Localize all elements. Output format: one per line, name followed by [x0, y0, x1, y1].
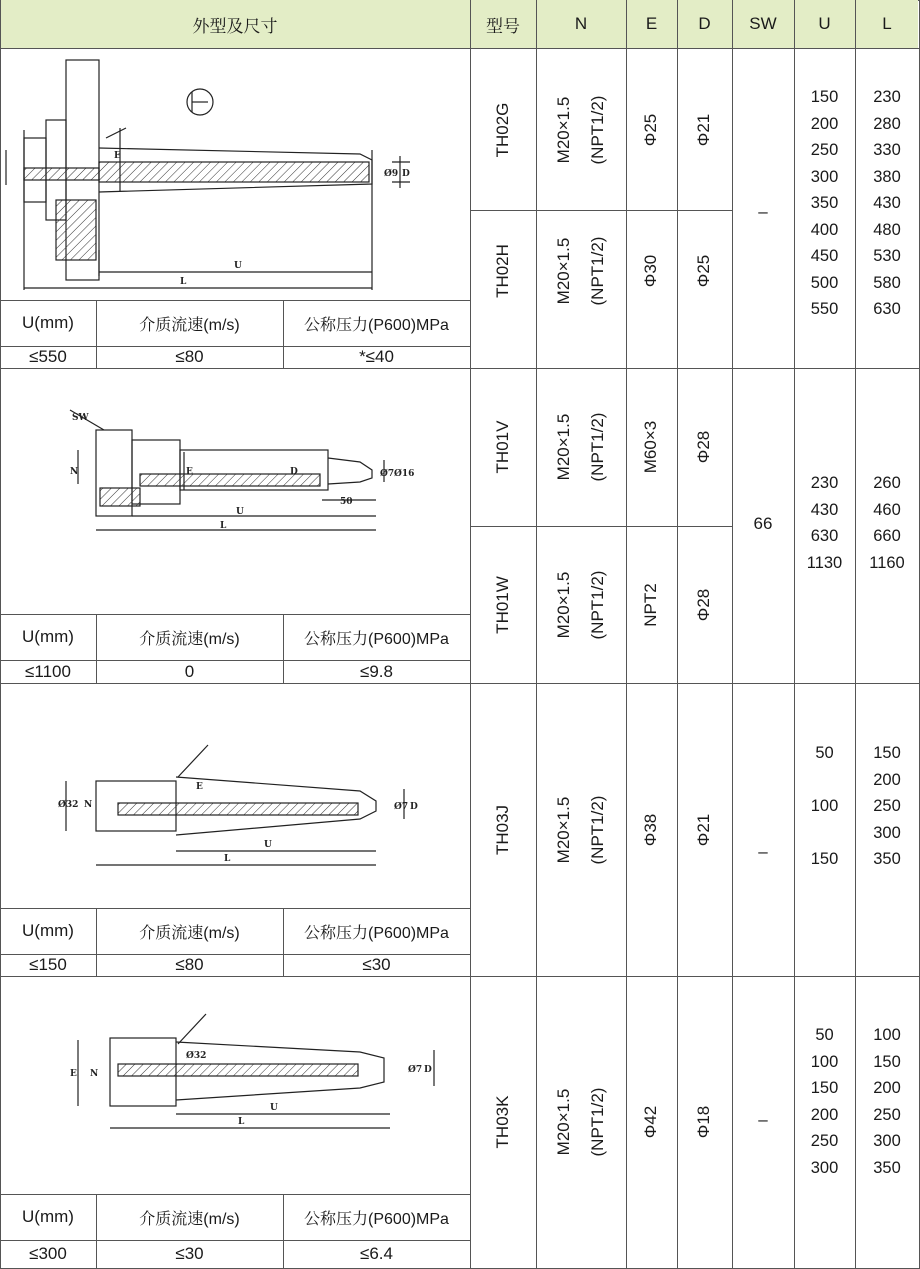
- l-value: 350: [873, 1158, 901, 1177]
- u-value: 50: [815, 1026, 834, 1044]
- e-value: NPT2: [641, 583, 660, 627]
- d-value: Φ21: [694, 113, 713, 147]
- e-value: Φ38: [641, 813, 660, 847]
- u-value: 230: [810, 474, 839, 492]
- l-value: 260: [873, 474, 901, 492]
- u-values: [794, 470, 855, 576]
- spec-value-flow: 0: [184, 661, 195, 681]
- l-values: [855, 740, 919, 873]
- u-value: 150: [810, 850, 839, 868]
- thread-spec: M20×1.5 (NPT1/2): [554, 795, 607, 865]
- drawing-label-d: D: [410, 802, 418, 812]
- spec-label-pressure: 公称压力(P600)MPa: [304, 630, 449, 648]
- l-value: 280: [873, 114, 901, 133]
- d-value: Φ25: [694, 254, 713, 288]
- thermowell-drawing-flanged: [0, 50, 470, 298]
- model-code: TH02H: [493, 244, 512, 298]
- thermowell-drawing-tapered: [0, 685, 470, 906]
- e-value: Φ25: [641, 113, 660, 147]
- l-value: 1160: [869, 553, 905, 572]
- thermowell-drawing-threaded: [0, 370, 470, 612]
- l-value: 150: [873, 1052, 901, 1071]
- drawing-label-n: N: [90, 1069, 99, 1079]
- header-sw: SW: [749, 14, 777, 33]
- drawing-label-u: U: [236, 507, 244, 517]
- u-value: 430: [810, 500, 839, 519]
- header-u: U: [818, 14, 831, 33]
- drawing-label-e: E: [196, 782, 203, 792]
- sw-value: –: [758, 842, 768, 861]
- u-value: 300: [810, 167, 839, 186]
- sw-value: –: [758, 202, 768, 221]
- u-value: 300: [810, 1158, 839, 1177]
- u-value: 200: [810, 1105, 839, 1124]
- thread-spec: M20×1.5 (NPT1/2): [554, 95, 607, 165]
- drawing-label-u: U: [234, 261, 242, 271]
- drawing-label-e: E: [186, 467, 193, 477]
- header-model: 型号: [486, 16, 520, 36]
- spec-label-pressure: 公称压力(P600)MPa: [304, 924, 449, 942]
- u-value: 350: [810, 194, 839, 212]
- u-value: 450: [810, 247, 839, 265]
- spec-value-u: ≤1100: [25, 661, 71, 681]
- drawing-label-tip: Ø16: [394, 469, 415, 479]
- l-value: 250: [873, 797, 901, 815]
- u-value: 100: [810, 797, 839, 815]
- l-value: 100: [873, 1026, 901, 1044]
- drawing-label-d: D: [290, 467, 298, 477]
- col-rule-model: [470, 0, 471, 1269]
- thread-spec: M20×1.5 (NPT1/2): [554, 570, 607, 640]
- model-rule-1: [470, 210, 732, 211]
- spec-label-u: U(mm): [22, 627, 74, 646]
- spec-value-u: ≤150: [29, 955, 67, 974]
- u-value: 500: [810, 273, 839, 292]
- u-value: 150: [810, 88, 839, 106]
- drawing-label-e: E: [114, 151, 121, 161]
- thread-spec: M20×1.5 (NPT1/2): [554, 412, 607, 482]
- l-value: 580: [873, 273, 901, 292]
- header-d: D: [698, 14, 711, 33]
- col-rule-n: [536, 0, 537, 1269]
- l-values: [855, 1022, 919, 1181]
- thread-spec: M20×1.5 (NPT1/2): [554, 1087, 607, 1157]
- spec-label-pressure: 公称压力(P600)MPa: [304, 1210, 449, 1228]
- drawing-label-50: 50: [340, 497, 353, 507]
- l-value: 200: [873, 1079, 901, 1097]
- u-value: 1130: [806, 553, 843, 572]
- drawing-label-d: D: [402, 169, 410, 179]
- d-value: Φ21: [694, 813, 713, 847]
- spec-value-pressure: ≤9.8: [360, 661, 393, 681]
- model-code: TH03K: [493, 1095, 512, 1149]
- drawing-label-l: L: [224, 854, 231, 864]
- l-values: [855, 470, 919, 576]
- spec-label-flow: 介质流速(m/s): [139, 630, 240, 648]
- spec-value-u: ≤550: [29, 347, 67, 366]
- u-values: [794, 1022, 855, 1181]
- drawing-label-d: D: [424, 1065, 432, 1075]
- spec-label-pressure: 公称压力(P600)MPa: [304, 316, 449, 334]
- drawing-label-l: L: [238, 1117, 245, 1127]
- l-value: 480: [873, 220, 901, 239]
- u-values: [794, 84, 855, 323]
- model-code: TH03J: [493, 804, 512, 856]
- col-rule-d: [677, 0, 678, 1269]
- spec-value-flow: ≤80: [175, 347, 204, 366]
- group-rule-1: [0, 368, 920, 369]
- l-value: 660: [873, 527, 901, 545]
- l-value: 630: [873, 300, 901, 318]
- u-value: [794, 820, 855, 847]
- spec-value-pressure: ≤30: [362, 955, 391, 974]
- u-value: 200: [810, 114, 839, 133]
- thread-spec: M20×1.5 (NPT1/2): [554, 236, 607, 306]
- d-value: Φ18: [694, 1105, 713, 1139]
- spec-label-u: U(mm): [22, 1207, 74, 1226]
- header-l: L: [882, 14, 892, 33]
- e-value: Φ42: [641, 1105, 660, 1139]
- col-rule-e: [626, 0, 627, 1269]
- l-value: 250: [873, 1105, 901, 1124]
- drawing-label-e: E: [70, 1069, 77, 1079]
- drawing-label-n: N: [70, 467, 79, 477]
- u-value: 250: [810, 1132, 839, 1150]
- drawing-label-bore: Ø9: [384, 169, 399, 179]
- col-rule-sw: [732, 0, 733, 1269]
- u-value: 150: [810, 1079, 839, 1097]
- l-value: 530: [873, 247, 901, 265]
- header-n: N: [574, 14, 588, 33]
- header-e: E: [645, 14, 658, 33]
- drawing-label-l: L: [180, 277, 187, 287]
- model-code: TH01V: [493, 420, 512, 474]
- drawing-label-u: U: [264, 840, 272, 850]
- l-value: 200: [873, 770, 901, 789]
- u-value: 400: [810, 220, 839, 239]
- drawing-label-l: L: [220, 521, 227, 531]
- u-value: 100: [810, 1052, 839, 1071]
- d-value: Φ28: [694, 430, 713, 464]
- e-value: M60×3: [641, 420, 660, 474]
- l-value: 330: [873, 141, 901, 159]
- l-value: 300: [873, 823, 901, 842]
- thermowell-drawing-tapered-long: [0, 978, 470, 1192]
- spec-label-flow: 介质流速(m/s): [139, 316, 240, 334]
- u-value: 550: [810, 300, 839, 318]
- drawing-label-dia: Ø32: [186, 1051, 207, 1061]
- l-value: 150: [873, 744, 901, 762]
- drawing-label-sw: SW: [72, 413, 89, 423]
- drawing-label-bore: Ø7: [380, 469, 395, 479]
- spec-label-flow: 介质流速(m/s): [139, 924, 240, 942]
- d-value: Φ28: [694, 588, 713, 622]
- spec-label-u: U(mm): [22, 921, 74, 940]
- u-value: 250: [810, 141, 839, 159]
- spec-value-pressure: *≤40: [359, 347, 394, 366]
- l-value: 460: [873, 500, 901, 519]
- e-value: Φ30: [641, 254, 660, 288]
- u-values: [794, 740, 855, 873]
- spec-value-flow: ≤80: [175, 955, 204, 974]
- header-shape-dim: 外型及尺寸: [192, 16, 278, 36]
- spec-label-flow: 介质流速(m/s): [139, 1210, 240, 1228]
- u-value: 50: [815, 744, 834, 762]
- l-value: 380: [873, 167, 901, 186]
- l-value: 230: [873, 88, 901, 106]
- drawing-label-bore: Ø7: [408, 1065, 423, 1075]
- drawing-label-n: N: [84, 800, 93, 810]
- l-value: 430: [873, 194, 901, 212]
- u-value: 630: [810, 527, 839, 545]
- sw-value: –: [758, 1110, 768, 1129]
- drawing-label-bore: Ø7: [394, 802, 409, 812]
- model-code: TH02G: [493, 102, 512, 158]
- u-value: [794, 767, 855, 794]
- sw-value: 66: [753, 514, 773, 533]
- header-rule: [0, 48, 920, 49]
- l-values: [855, 84, 919, 323]
- spec-value-u: ≤300: [29, 1243, 67, 1263]
- spec-value-flow: ≤30: [175, 1243, 204, 1263]
- model-code: TH01W: [493, 576, 512, 634]
- drawing-label-u: U: [270, 1103, 278, 1113]
- group-rule-3: [0, 976, 920, 977]
- group-rule-2: [0, 683, 920, 684]
- model-rule-2: [470, 526, 732, 527]
- spec-value-pressure: ≤6.4: [360, 1243, 393, 1263]
- l-value: 350: [873, 850, 901, 868]
- drawing-label-dia: Ø32: [58, 800, 79, 810]
- spec-label-u: U(mm): [22, 313, 74, 332]
- l-value: 300: [873, 1132, 901, 1150]
